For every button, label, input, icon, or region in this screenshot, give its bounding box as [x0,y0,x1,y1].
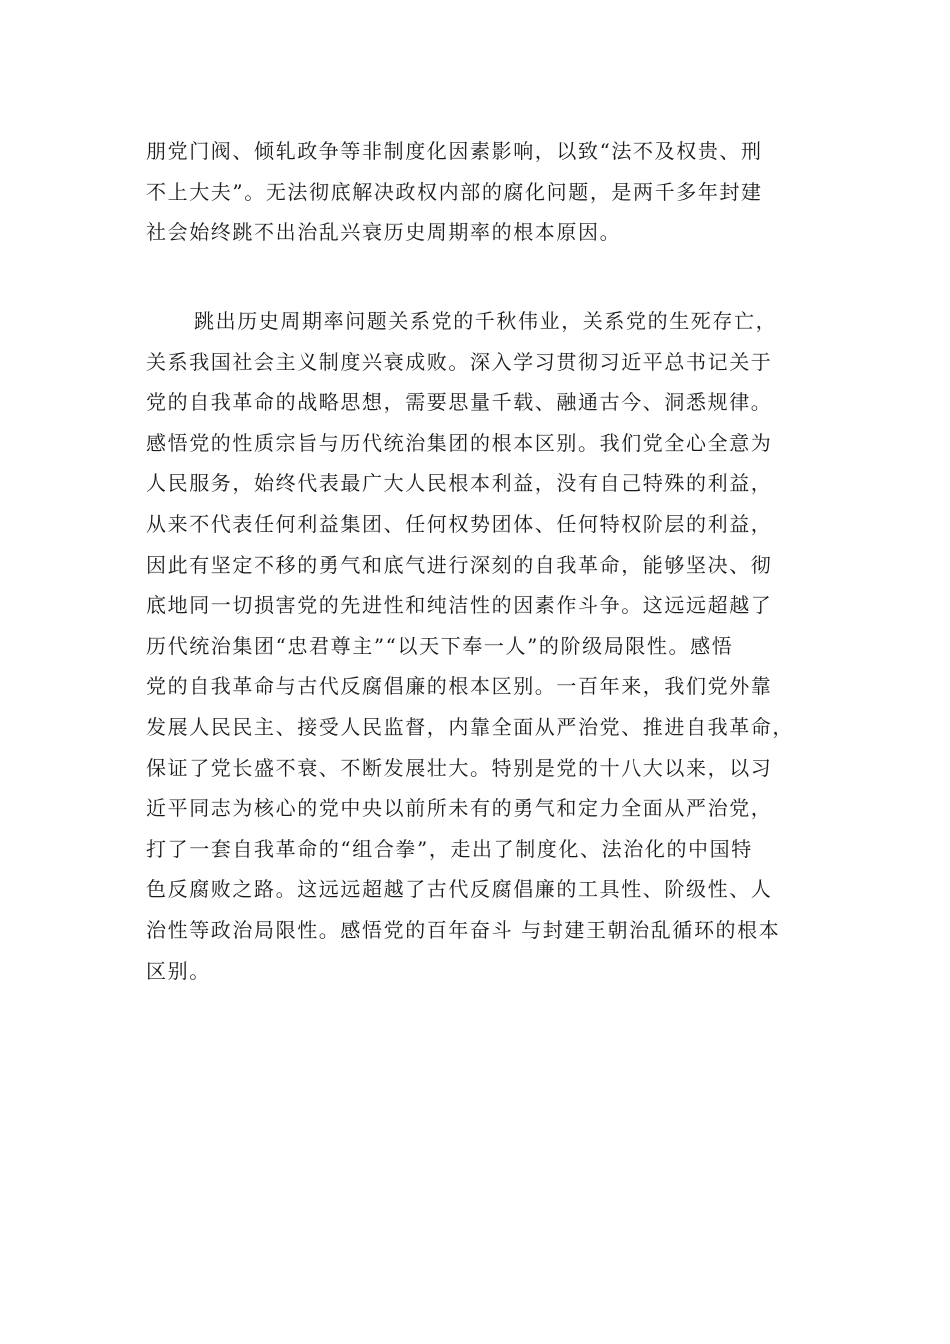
paragraph-line: 不上大夫”。无法彻底解决政权内部的腐化问题，是两千多年封建 [146,179,763,204]
paragraph-line: 党的自我革命的战略思想，需要思量千载、融通古今、洞悉规律。 [146,390,773,415]
paragraph-line: 感悟党的性质宗旨与历代统治集团的根本区别。我们党全心全意为 [146,430,773,455]
paragraph-line: 区别。 [146,958,211,983]
paragraph-line: 历代统治集团“忠君尊主”“以天下奉一人”的阶级局限性。感悟 [146,633,734,658]
paragraph-line: 保证了党长盛不衰、不断发展壮大。特别是党的十八大以来，以习 [146,755,773,780]
paragraph-2 [146,301,826,991]
paragraph-line: 色反腐败之路。这远远超越了古代反腐倡廉的工具性、阶级性、人 [146,877,773,902]
paragraph-line: 底地同一切损害党的先进性和纯洁性的因素作斗争。这远远超越了 [146,593,773,618]
paragraph-line: 治性等政治局限性。感悟党的百年奋斗 与封建王朝治乱循环的根本 [146,917,781,942]
paragraph-line: 因此有坚定不移的勇气和底气进行深刻的自我革命，能够坚决、彻 [146,552,773,577]
paragraph-line: 社会始终跳不出治乱兴衰历史周期率的根本原因。 [146,220,622,245]
paragraph-line: 跳出历史周期率问题关系党的千秋伟业，关系党的生死存亡， [194,309,778,333]
paragraph-line: 从来不代表任何利益集团、任何权势团体、任何特权阶层的利益， [146,511,773,536]
paragraph-line: 朋党门阀、倾轧政争等非制度化因素影响，以致“法不及权贵、刑 [146,139,763,163]
paragraph-line: 发展人民民主、接受人民监督，内靠全面从严治党、推进自我革命， [146,714,794,739]
paragraph-line: 近平同志为核心的党中央以前所未有的勇气和定力全面从严治党， [146,796,773,821]
paragraph-line: 关系我国社会主义制度兴衰成败。深入学习贯彻习近平总书记关于 [146,349,773,374]
paragraph-1 [146,131,826,253]
paragraph-line: 党的自我革命与古代反腐倡廉的根本区别。一百年来，我们党外靠 [146,674,773,699]
paragraph-line: 打了一套自我革命的“组合拳”，走出了制度化、法治化的中国特 [146,836,753,861]
paragraph-line: 人民服务，始终代表最广大人民根本利益，没有自己特殊的利益， [146,471,773,496]
